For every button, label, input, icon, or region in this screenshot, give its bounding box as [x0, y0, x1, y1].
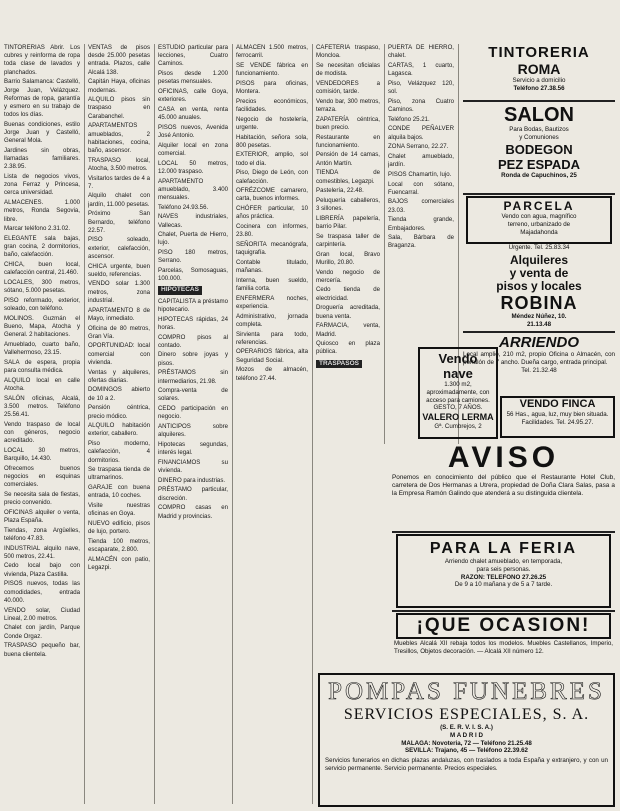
classified-ad: Se necesita sala de fiestas, precio convenido.	[4, 490, 80, 507]
classified-ad: DINERO para industrias.	[158, 476, 226, 484]
classified-ad: LOCAL 50 metros, 12.000 traspaso.	[158, 159, 228, 175]
classified-ad: DOMINGOS abierto de 10 a 2.	[88, 386, 150, 402]
classified-ad: OFRÉZCOME camarero, carta, buenos informes.	[236, 187, 308, 203]
classified-ad: Dinero sobre joyas y pisos.	[158, 351, 228, 367]
classified-ad: Sala, Bárbara de Braganza.	[388, 234, 454, 250]
classified-ad: CASA en venta, renta 45.000 anuales.	[158, 105, 228, 122]
ad-title: VENDO FINCA	[519, 398, 596, 410]
classified-ad: ELEGANTE sala bajas, gran cocina, 2 dormitorios, baño, calefacción.	[4, 234, 80, 259]
classified-ad: Pensión céntrica, precio módico.	[88, 404, 150, 420]
ad-line: Para Bodas, Bautizos	[509, 126, 569, 133]
classified-ad: Cedo tienda de electricidad.	[316, 286, 380, 302]
ad-line: Vendo con agua, magnífico	[501, 213, 577, 220]
classified-ad: TRASPASO local, Atocha, 3.500 metros.	[88, 156, 150, 172]
classified-ad: Contable titulado, mañanas.	[236, 258, 308, 275]
column-rule	[232, 44, 233, 804]
classified-ad: ZONA Serrano, 22.27.	[388, 143, 449, 151]
ad-line: pisos y locales	[496, 279, 582, 293]
ad-title: PARCELA	[503, 199, 575, 213]
classified-ad: EXTERIOR, amplio, sol todo el día.	[236, 151, 308, 167]
classified-ad: Piso, Diego de León, con calefacción.	[236, 169, 308, 185]
ad-text: Muebles Alcalá XII rebaja todos los modelos. Muebles Castellanos, Imperio, Tresillos, Objetos decoración. — Alcalá XII número 12.	[394, 640, 613, 655]
classified-ad: PISOS nuevos, Avenida José Antonio.	[158, 123, 228, 140]
classified-ad: Gran local, Bravo Murillo, 20.80.	[316, 250, 380, 266]
ad-title: AVISO	[447, 442, 560, 474]
classified-ad: PISOS para oficinas, Montera.	[236, 79, 308, 96]
classified-ad: Se traspasa tienda de ultramarinos.	[88, 466, 150, 482]
classified-ad: Tiendas, zona Argüelles, teléfono 47.83.	[4, 526, 80, 542]
classified-ad: OPERARIOS fábrica, alta Seguridad Social.	[236, 348, 308, 364]
ad-tintoreria	[463, 44, 615, 98]
ad-line: y Comuniones	[519, 133, 559, 141]
ad-title: PARA LA FERIA	[429, 540, 578, 557]
column-4	[236, 44, 308, 804]
divider	[463, 100, 615, 102]
classified-ad: VENDO solar 1.300 metros, zona industrial.	[88, 280, 150, 304]
classified-ad: Oficina de 80 metros, Gran Vía.	[88, 324, 150, 340]
classified-ad: CHICA, buen local, calefacción central, 21.460.	[4, 261, 80, 277]
classified-ad: CAFETERÍA traspaso, Moncloa.	[316, 44, 380, 60]
ad-line: SEVILLA: Trajano, 45 — Teléfono 22.39.62	[405, 747, 528, 755]
classified-ad: Parcelas, Somosaguas, 100.000.	[158, 267, 228, 283]
classified-ad: Visite nuestras oficinas en Goya.	[88, 502, 150, 518]
classified-ad: CEDO participación en negocio.	[158, 405, 228, 421]
ad-line: Alquileres	[509, 254, 569, 267]
classified-ad: Vendo negocio de mercería.	[316, 268, 380, 284]
classified-ad: Alquilo chalet con jardín, 11.000 pesetas.	[88, 192, 150, 208]
classified-ad: Restaurante en funcionamiento.	[316, 133, 380, 149]
ad-title: ¡QUE OCASION!	[396, 613, 611, 639]
ad-name: VALERO LERMA	[422, 412, 494, 423]
classified-ad: PUERTA DE HIERRO, chalet.	[388, 44, 454, 60]
classified-ad: Vendo bar, 300 metros, terraza.	[316, 97, 380, 113]
classified-ad: INDUSTRIAL alquilo nave, 500 metros, 22.41.	[4, 544, 80, 560]
classified-ad: BAJOS comerciales 23.03.	[388, 198, 454, 214]
classified-ad: PISOS Chamartín, lujo.	[388, 170, 452, 178]
classified-ad: PRÉSTAMO particular, discreción.	[158, 486, 228, 502]
classified-ad: VENDEDORES a comisión, tarde.	[316, 79, 380, 96]
column-rule	[84, 44, 85, 804]
classified-ad: Se necesitan oficialas de modista.	[316, 61, 380, 78]
classified-ad: OPORTUNIDAD: local comercial con vivienda.	[88, 342, 150, 366]
divider	[392, 610, 615, 612]
column-6	[388, 44, 454, 339]
ad-text: 1.300 m2, aproximadamente, con acceso para camiones. GESTO, 7 AÑOS.	[426, 381, 490, 412]
ad-phone: Tel. 21.32.48	[521, 366, 557, 374]
classified-ad: PISO reformado, exterior, soleado, con teléfono.	[4, 296, 80, 313]
ad-phone: Teléfono 27.38.56	[513, 84, 565, 92]
classified-ad: FINANCIAMOS su vivienda.	[158, 458, 228, 475]
classified-ad: CHICA urgente, buen sueldo, referencias.	[88, 262, 150, 278]
classified-ad: Ventas y alquileres, ofertas diarias.	[88, 368, 150, 384]
classified-ad: Visitarlos tardes de 4 a 7.	[88, 174, 150, 190]
ad-line: terreno, urbanizado de	[507, 220, 571, 228]
classified-ad: SALÓN oficinas, Alcalá, 3.500 metros. Teléfono 25.56.41.	[4, 394, 80, 419]
ad-subtitle: SERVICIOS ESPECIALES, S. A.	[343, 706, 590, 723]
classified-ad: ALMACENES. 1.000 metros, Ronda Segovia, libre.	[4, 199, 80, 223]
ad-city: M A D R I D	[450, 731, 483, 739]
classified-ad: PISOS nuevos, todas las comodidades, entrada 40.000.	[4, 580, 80, 604]
classified-ad: Piso moderno, calefacción, 4 dormitorios.	[88, 440, 150, 464]
classified-ad: Amueblado, cuarto baño, Vallehermoso, 23.15.	[4, 340, 80, 357]
classified-ad: LOCALES, 300 metros, sótano, 5.000 pesetas.	[4, 278, 80, 295]
classified-ad: CHÓFER particular, 10 años práctica.	[236, 205, 308, 221]
classified-ad: TRASPASO pequeño bar, buena clientela.	[4, 642, 80, 658]
ad-line: y venta de	[509, 266, 569, 280]
classified-ad: Teléfono 24.93.56.	[158, 203, 209, 211]
classified-ad: CAPITALISTA a préstamo hipotecario.	[158, 297, 228, 313]
classified-ad: NUEVO edificio, pisos de lujo, portero.	[88, 519, 150, 536]
classified-ad: Mozos de almacén, teléfono 27.44.	[236, 366, 308, 382]
classified-ad: APARTAMENTO 8 de Mayo, inmediato.	[88, 306, 150, 322]
section-label: TRASPASOS	[316, 360, 362, 368]
classified-ad: PRÉSTAMOS sin intermediarios, 21.98.	[158, 369, 228, 385]
classified-ad: Pensión de 14 camas, Antón Martín.	[316, 151, 380, 167]
classified-ad: Chalet con jardín, Parque Conde Orgaz.	[4, 624, 80, 640]
ad-title: Vendo nave	[438, 351, 478, 381]
section-label: HIPOTECAS	[158, 286, 202, 294]
ad-text: Ponemos en conocimiento del público que el Restaurante Hotel Club, carretera de Dos Hermanas a Utrera, propiedad de Doña Clara Salas, pasa a la Empresa Ramón Galindo que atenderá a su distinguida clientela.	[392, 474, 615, 497]
classified-ad: Vendo traspaso de local con géneros, negocio acreditado.	[4, 420, 80, 445]
ad-address: Gª. Cumbrejos, 2	[434, 423, 482, 431]
classified-ad: Piso, zona Cuatro Caminos.	[388, 97, 454, 113]
divider	[463, 331, 615, 333]
classified-ad: PISO 180 metros, Serrano.	[158, 249, 228, 265]
classified-ad: Buenas condiciones, estilo Jorge Juan y Castelló, General Mola.	[4, 120, 80, 145]
ad-text: Local amplio, 210 m2, propio Oficina o Almacén, con portalón de 7 ancho. Dueña cargo, entrada principal.	[463, 351, 615, 366]
ad-title: SALON	[504, 104, 574, 126]
classified-ad: Tienda 100 metros, escaparate, 2.800.	[88, 537, 150, 554]
classified-ad: APARTAMENTO amueblado, 3.400 mensuales.	[158, 177, 228, 201]
classified-ad: Capitán Haya, oficinas modernas.	[88, 78, 150, 94]
classified-ad: TIENDA de comestibles, Legazpi.	[316, 169, 380, 185]
classified-ad: TINTORERIAS Abrir. Los cubres y reinforma de ropa toda clase de lavados y planchados.	[4, 44, 80, 76]
classified-ad: LIBRERÍA papelería, barrio Pilar.	[316, 214, 380, 231]
classified-ad: Teléfono 25.21.	[388, 115, 430, 123]
classified-ad: OFICINAS alquiler o venta, Plaza España.	[4, 508, 80, 524]
classified-ad: PISO soleado, exterior, calefacción, ascensor.	[88, 236, 150, 260]
classified-ad: Alquiler local en zona comercial.	[158, 141, 228, 157]
column-1	[4, 44, 80, 804]
classified-ad: NAVES industriales, Vallecas.	[158, 213, 228, 229]
classified-ad: ALQUILO habitación exterior, caballero.	[88, 422, 150, 438]
classified-ad: ENFERMERA noches, experiencia.	[236, 294, 308, 310]
classified-ad: Pisos desde 1.200 pesetas mensuales.	[158, 70, 228, 86]
classified-ad: CONDE PEÑALVER alquila bajos.	[388, 125, 454, 141]
ad-title: TINTORERIA	[488, 44, 590, 61]
ad-vendo-nave	[418, 347, 498, 439]
classified-ad: Tienda grande, Embajadores.	[388, 216, 454, 232]
ad-robina	[463, 254, 615, 329]
classified-ad: Marcar teléfono 2.31.02.	[4, 225, 71, 233]
ad-pompas-funebres	[318, 673, 615, 807]
ad-line: MALAGA: Novoteria, 72 — Teléfono 21.25.48	[401, 739, 532, 747]
column-2	[88, 44, 150, 804]
divider	[463, 193, 615, 195]
column-3	[158, 44, 228, 804]
ad-title: POMPAS FUNEBRES	[328, 678, 605, 705]
ad-title: ARRIENDO	[498, 334, 579, 351]
classified-ad: VENDO solar, Ciudad Lineal, 2.00 metros.	[4, 606, 80, 622]
classified-ad: ALMACÉN 1.500 metros, ferrocarril.	[236, 44, 308, 60]
ad-abbr: (S. E. R. V. I. S. A.)	[440, 724, 493, 731]
classified-ad: Piso, Velázquez 120, sol.	[388, 79, 454, 96]
ad-parcela-phone	[466, 244, 612, 252]
ad-address: Ronda de Capuchinos, 25	[501, 171, 577, 179]
classified-ad: Cocinera con informes, 23.80.	[236, 223, 308, 239]
ad-name: PEZ ESPADA	[497, 156, 581, 172]
classified-ad: LOCAL 30 metros, Barquillo, 14.430.	[4, 446, 80, 463]
classified-ad: SEÑORITA mecanógrafa, taquigrafía.	[236, 240, 308, 257]
classified-ad: Chalet amueblado, jardín.	[388, 152, 454, 169]
classified-ad: HIPOTECAS rápidas, 24 horas.	[158, 315, 228, 331]
classified-ad: Interna, buen sueldo, familia corta.	[236, 276, 308, 292]
classified-ad: Precios económicos, facilidades.	[236, 97, 308, 113]
column-rule	[384, 44, 385, 444]
classified-ad: Administrativo, jornada completa.	[236, 312, 308, 328]
ad-para-la-feria	[396, 534, 611, 608]
classified-ad: COMPRO pisos al contado.	[158, 333, 228, 349]
column-6-lower	[388, 300, 416, 440]
classified-ad: Barrio Salamanca: Castelló, Jorge Juan, Velázquez. Reformas de ropa, garantía y esmero en su trabajo de todos los días.	[4, 78, 80, 119]
classified-ad: MOLINOS. Guzmán el Bueno, Mapa, Atocha y General. 2 habitaciones.	[4, 314, 80, 339]
classified-ad: APARTAMENTOS amueblados, 2 habitaciones, cocina, baño, ascensor.	[88, 122, 150, 154]
classified-ad: ANTICIPOS sobre alquileres.	[158, 423, 228, 439]
classified-ad: CARTAS, 1 cuarto, Lagasca.	[388, 61, 454, 78]
classified-ad: COMPRO casas en Madrid y provincias.	[158, 504, 228, 520]
classified-ad: Jardines sin obras, llamadas familiares. 2.38.95.	[4, 146, 80, 171]
classified-ad: ALQUILO local en calle Atocha.	[4, 376, 80, 392]
ad-line: De 9 a 10 mañana y de 5 a 7 tarde.	[454, 581, 553, 589]
ad-phone: Urgente. Tel. 25.83.34	[508, 244, 570, 251]
classified-ad: Se traspasa taller de carpintería.	[316, 232, 380, 248]
column-rule	[154, 44, 155, 804]
ad-name: BODEGON	[505, 141, 573, 157]
ad-address: Méndez Núñez, 10.	[511, 313, 567, 320]
classified-ad: GARAJE con buena entrada, 10 coches.	[88, 484, 150, 500]
classified-ad: Ofrecemos buenos negocios en esquinas comerciales.	[4, 464, 80, 489]
ad-parcela	[466, 196, 612, 244]
classified-ad: Negocio de hostelería, urgente.	[236, 115, 308, 131]
classified-ad: Cedo local bajo con vivienda, Plaza Castilla.	[4, 562, 80, 578]
ad-line: para seis personas.	[476, 565, 531, 573]
divider	[392, 531, 615, 533]
classified-ad: Habitación, señora sola, 800 pesetas.	[236, 133, 308, 149]
column-rule	[312, 44, 313, 804]
classified-ad: Chalet, Puerta de Hierro, lujo.	[158, 231, 228, 247]
ad-name: ROMA	[517, 61, 561, 77]
classified-ad: ALQUILO pisos sin traspaso en Carabanchel.	[88, 96, 150, 120]
classified-ad: Lista de negocios vivos, zona Ferraz y Princesa, cerca universidad.	[4, 173, 80, 197]
ad-name: ROBINA	[500, 293, 578, 313]
classified-ad: OFICINAS, calle Goya, exteriores.	[158, 88, 228, 104]
ad-vendo-finca	[500, 396, 615, 438]
classified-ad: Peluquería caballeros, 3 sillones.	[316, 196, 380, 213]
classified-ad: SE VENDE fábrica en funcionamiento.	[236, 61, 308, 78]
ad-salon	[463, 104, 615, 192]
classified-ad: Compra-venta de solares.	[158, 387, 228, 403]
classified-ad: Pastelería, 22.48.	[316, 187, 364, 195]
classified-ad: Droguería acreditada, buena venta.	[316, 304, 380, 320]
classified-ad: Sirvienta para todo, referencias.	[236, 330, 308, 346]
ad-phone: RAZON: TELEFONO 27.26.25	[460, 573, 547, 581]
classified-ad: ALMACÉN con patio, Legazpi.	[88, 555, 150, 571]
ad-line: Arriendo chalet amueblado, en temporada,	[444, 558, 563, 565]
classified-ad: SALA de espera, propia para consulta médica.	[4, 358, 80, 375]
ad-text: Servicios funerarios en dichas plazas andaluzas, con traslados a toda España y extranjero, y con un servicio permanente. Servicio permanente. Precios especiales.	[325, 757, 608, 772]
classified-ad: Quiosco en plaza pública.	[316, 340, 380, 356]
ad-text: 56 Has., agua, luz, muy bien situada. Facilidades. Tel. 24.95.27.	[506, 411, 609, 426]
ad-que-ocasion	[392, 613, 615, 668]
classified-ad: ESTUDIO particular para lecciones, Cuatro Caminos.	[158, 44, 228, 68]
ad-phone: 21.13.48	[526, 320, 552, 328]
ad-line: Majadahonda	[520, 228, 558, 236]
ad-line: Servicio a domicilio	[512, 77, 566, 84]
classified-ad: Hipotecas segundas, interés legal.	[158, 440, 228, 457]
column-5	[316, 44, 380, 444]
classified-ad: ZAPATERÍA céntrica, buen precio.	[316, 115, 380, 131]
classified-ad: Local con sótano, Fuencarral.	[388, 180, 454, 196]
classified-ad: VENTAS de pisos desde 25.000 pesetas entrada. Plazos, calle Alcalá 138.	[88, 44, 150, 76]
classified-ad: Próximo San Bernardo, teléfono 22.57.	[88, 210, 150, 234]
classified-ad: FARMACIA, venta, Madrid.	[316, 322, 380, 338]
ad-aviso	[392, 442, 615, 530]
